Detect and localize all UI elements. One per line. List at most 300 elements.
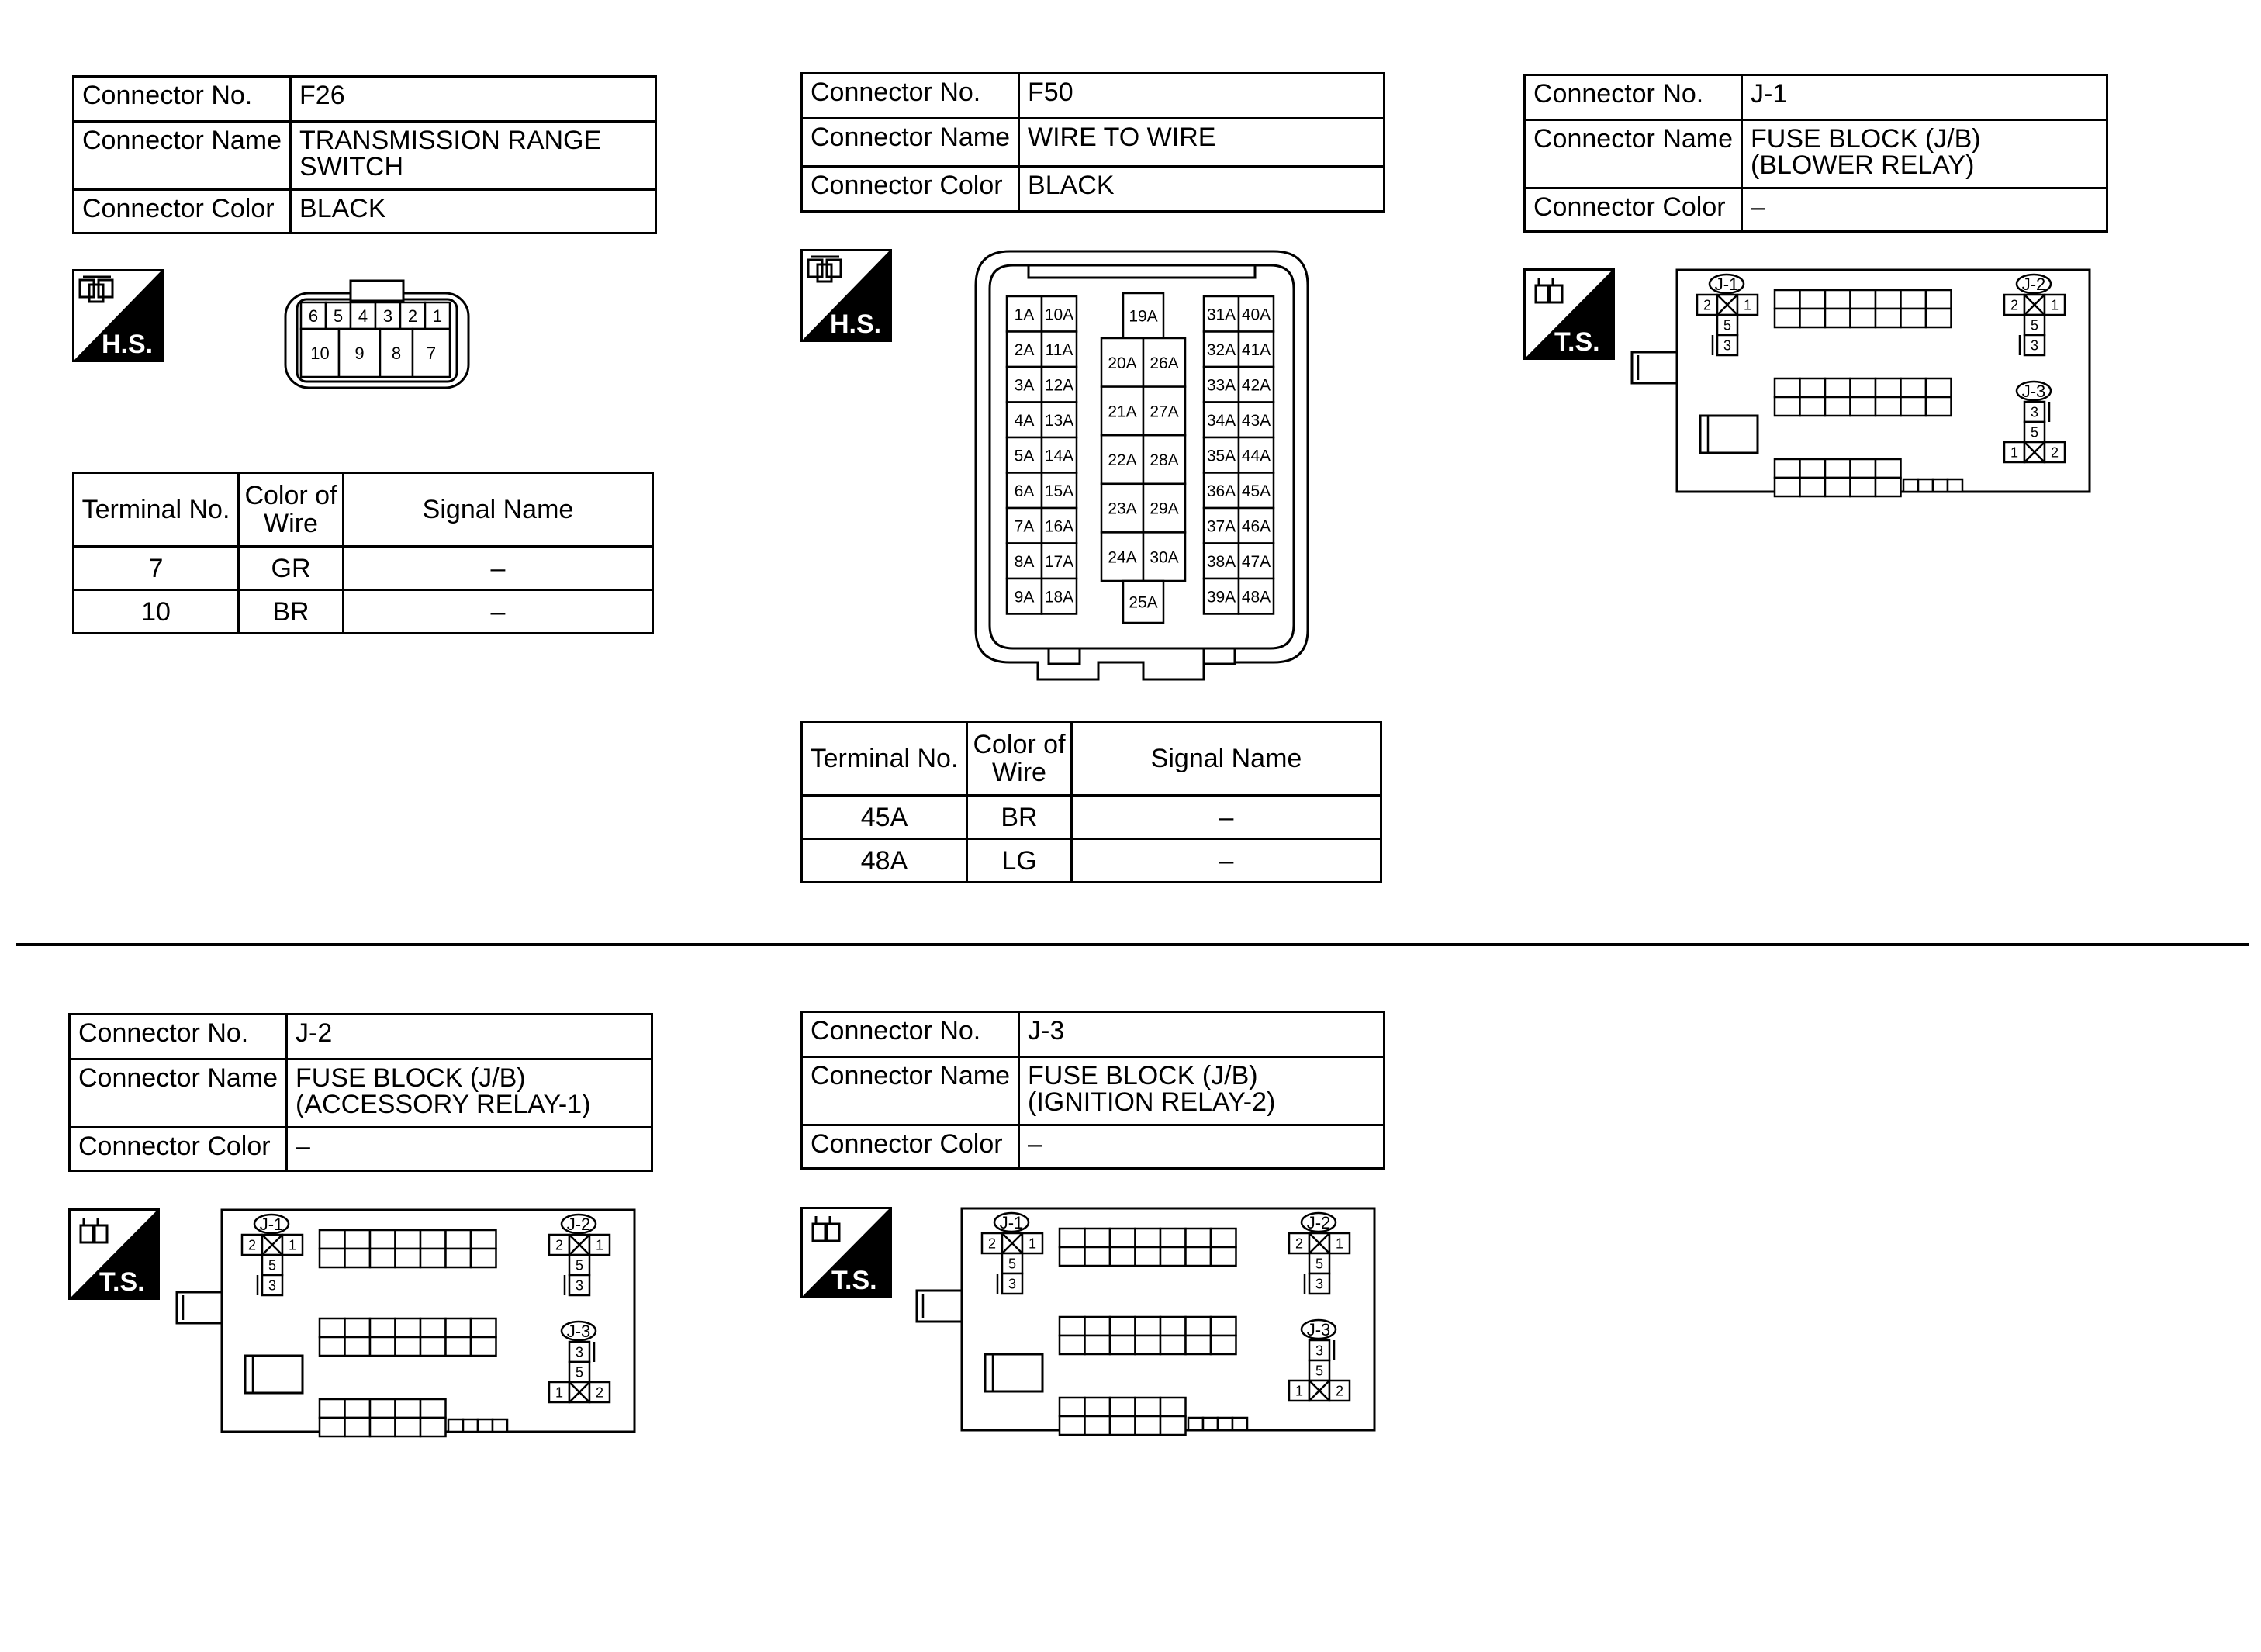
fuse-slot: [1901, 290, 1927, 309]
pin-label: 3: [1723, 337, 1732, 354]
fuse-slot: [1876, 459, 1901, 478]
fuse-slot: [1948, 479, 1962, 492]
pin-label: 5: [2030, 424, 2039, 441]
wire-color-header: Color of Wire: [239, 473, 344, 547]
fuse-slot: [1110, 1398, 1136, 1416]
pin-label: 1: [1743, 297, 1752, 313]
fuse-slot: [1800, 459, 1826, 478]
connector-no-label: Connector No.: [74, 77, 291, 122]
connector-info-j1: [1523, 74, 2108, 233]
signal-name-header: Signal Name: [1072, 722, 1381, 796]
pin-label: 1: [595, 1237, 604, 1253]
connector-color-value: BLACK: [1019, 167, 1385, 212]
fuse-slot: [1136, 1247, 1161, 1266]
fuse-slot: [1800, 290, 1826, 309]
relay-label: J-2: [566, 1215, 591, 1234]
pin-label: 6: [308, 306, 319, 326]
pin-label: 5: [1723, 317, 1732, 334]
pin-label: 8: [391, 343, 402, 363]
connector-name-label: Connector Name: [74, 122, 291, 190]
relay-label: J-3: [566, 1322, 591, 1341]
terminal-table-f50: [800, 721, 1382, 883]
fuse-slot: [1876, 397, 1901, 416]
connector-color-value: BLACK: [291, 190, 656, 233]
fuse-slot: [1825, 290, 1851, 309]
pin-label: 21A: [1108, 403, 1137, 421]
connector-name-label: Connector Name: [802, 119, 1019, 167]
pin-label: 14A: [1044, 447, 1074, 465]
pin-label: 28A: [1150, 451, 1179, 470]
connector-face-f26: [284, 271, 470, 389]
pin-label: 11A: [1045, 340, 1073, 359]
signal-cell: –: [344, 547, 653, 590]
fuse-slot: [1218, 1418, 1232, 1430]
fuse-slot: [1775, 378, 1800, 397]
fuse-slot: [1060, 1398, 1085, 1416]
fuse-slot: [1800, 309, 1826, 327]
fuse-block-diagram-j2: [175, 1208, 638, 1435]
fuse-slot: [1901, 397, 1927, 416]
connector-no-value: J-1: [1742, 75, 2107, 120]
connector-color-value: –: [1742, 188, 2107, 232]
fuse-slot: [1933, 479, 1948, 492]
connector-no-value: J-3: [1019, 1012, 1385, 1057]
connector-name-label: Connector Name: [1525, 120, 1742, 188]
fuse-slot: [1211, 1229, 1236, 1247]
pin-label: 5: [1315, 1363, 1324, 1379]
pin-label: 30A: [1150, 548, 1179, 567]
pin-label: 1: [1335, 1236, 1344, 1252]
relay-label: J-3: [2021, 382, 2046, 401]
fuse-slot: [1876, 378, 1901, 397]
pin-label: 48A: [1241, 588, 1271, 607]
fuse-slot: [1186, 1317, 1212, 1336]
fuse-slot: [1775, 478, 1800, 496]
pin-label: 2: [1703, 297, 1712, 313]
connector-name-value: TRANSMISSION RANGE SWITCH: [291, 122, 656, 190]
pin-label: 6A: [1014, 482, 1035, 500]
connector-name-label: Connector Name: [70, 1059, 287, 1128]
pin-label: 4A: [1014, 411, 1035, 430]
fuse-slot: [1825, 478, 1851, 496]
signal-cell: –: [1072, 796, 1381, 839]
pin-label: 3A: [1014, 376, 1035, 395]
pin-label: 2A: [1014, 340, 1035, 359]
fuse-slot: [1825, 397, 1851, 416]
fuse-slot: [1136, 1416, 1161, 1435]
table-row: [802, 796, 1381, 839]
fuse-slot: [1851, 378, 1876, 397]
pin-label: 2: [1335, 1383, 1344, 1399]
pin-label: 2: [987, 1236, 997, 1252]
pin-label: 13A: [1044, 411, 1074, 430]
connector-color-value: –: [287, 1128, 652, 1171]
fuse-slot: [1211, 1247, 1236, 1266]
connector-no-label: Connector No.: [802, 74, 1019, 119]
pin-label: 3: [382, 306, 393, 326]
fuse-slot: [463, 1419, 478, 1432]
connector-no-label: Connector No.: [1525, 75, 1742, 120]
fuse-slot: [1903, 479, 1918, 492]
wire-color-cell: BR: [967, 796, 1072, 839]
connector-name-value: FUSE BLOCK (J/B) (BLOWER RELAY): [1742, 120, 2107, 188]
harness-side-icon: [800, 249, 892, 342]
pin-label: 3: [575, 1277, 584, 1294]
terminal-cell: 48A: [802, 839, 967, 883]
fuse-slot: [1085, 1247, 1111, 1266]
terminal-no-header: Terminal No.: [74, 473, 239, 547]
pin-label: 37A: [1206, 517, 1236, 536]
pin-label: 2: [595, 1384, 604, 1401]
pin-label: 17A: [1044, 552, 1074, 571]
connector-face-f50: [974, 250, 1309, 684]
fuse-slot: [370, 1399, 396, 1418]
connector-no-value: J-2: [287, 1014, 652, 1059]
connector-color-label: Connector Color: [1525, 188, 1742, 232]
pin-label: 45A: [1241, 482, 1271, 500]
fuse-slot: [471, 1249, 496, 1267]
ts-label: T.S.: [1554, 327, 1600, 357]
pin-label: 3: [1315, 1276, 1324, 1292]
pin-label: 41A: [1241, 340, 1271, 359]
fuse-slot: [370, 1418, 396, 1436]
pin-label: 5: [333, 306, 344, 326]
pin-label: 1: [1295, 1383, 1304, 1399]
pin-label: 38A: [1206, 552, 1236, 571]
fuse-slot: [1085, 1336, 1111, 1354]
pin-label: 5A: [1014, 447, 1035, 465]
fuse-slot: [370, 1230, 396, 1249]
pin-label: 43A: [1241, 411, 1271, 430]
pin-label: 33A: [1206, 376, 1236, 395]
connector-info-f50: [800, 72, 1385, 213]
fuse-slot: [345, 1418, 371, 1436]
fuse-slot: [320, 1399, 345, 1418]
connector-name-value: FUSE BLOCK (J/B) (ACCESSORY RELAY-1): [287, 1059, 652, 1128]
fuse-slot: [1926, 290, 1952, 309]
connector-color-value: –: [1019, 1125, 1385, 1169]
pin-label: 27A: [1150, 403, 1179, 421]
fuse-slot: [396, 1318, 421, 1337]
fuse-slot: [1876, 478, 1901, 496]
fuse-slot: [1060, 1247, 1085, 1266]
relay-label: J-1: [259, 1215, 284, 1234]
pin-label: 24A: [1108, 548, 1137, 567]
fuse-slot: [1232, 1418, 1247, 1430]
table-row: [74, 547, 653, 590]
pin-label: 7A: [1014, 517, 1035, 536]
fuse-slot: [1136, 1229, 1161, 1247]
pin-label: 40A: [1241, 306, 1271, 324]
fuse-slot: [345, 1230, 371, 1249]
fuse-slot: [320, 1337, 345, 1356]
fuse-slot: [345, 1318, 371, 1337]
fuse-slot: [1110, 1317, 1136, 1336]
pin-label: 5: [1008, 1256, 1017, 1272]
pin-label: 8A: [1014, 552, 1035, 571]
fuse-slot: [1186, 1247, 1212, 1266]
pin-label: 18A: [1044, 588, 1074, 607]
pin-label: 3: [2030, 337, 2039, 354]
pin-label: 3: [1008, 1276, 1017, 1292]
pin-label: 22A: [1108, 451, 1137, 470]
connector-no-value: F50: [1019, 74, 1385, 119]
fuse-slot: [1160, 1336, 1186, 1354]
fuse-slot: [478, 1419, 493, 1432]
fuse-slot: [1775, 459, 1800, 478]
pin-label: 20A: [1108, 354, 1137, 372]
pin-label: 5: [1315, 1256, 1324, 1272]
fuse-slot: [1110, 1416, 1136, 1435]
terminal-side-icon: [800, 1207, 892, 1298]
pin-label: 4: [358, 306, 368, 326]
pin-label: 3: [2030, 404, 2039, 420]
table-row: [802, 839, 1381, 883]
connector-no-label: Connector No.: [70, 1014, 287, 1059]
fuse-slot: [320, 1318, 345, 1337]
fuse-slot: [420, 1337, 446, 1356]
fuse-slot: [1901, 378, 1927, 397]
fuse-slot: [1136, 1336, 1161, 1354]
pin-label: 2: [1295, 1236, 1304, 1252]
fuse-slot: [1876, 290, 1901, 309]
fuse-slot: [1775, 397, 1800, 416]
connector-color-label: Connector Color: [802, 167, 1019, 212]
fuse-slot: [1186, 1229, 1212, 1247]
pin-label: 46A: [1241, 517, 1271, 536]
pin-label: 10A: [1044, 306, 1074, 324]
pin-label: 5: [575, 1257, 584, 1274]
hs-label: H.S.: [102, 330, 154, 359]
fuse-slot: [448, 1419, 463, 1432]
fuse-slot: [1775, 309, 1800, 327]
signal-cell: –: [344, 590, 653, 634]
fuse-slot: [1160, 1247, 1186, 1266]
wire-color-cell: GR: [239, 547, 344, 590]
pin-label: 32A: [1206, 340, 1236, 359]
fuse-slot: [396, 1337, 421, 1356]
pin-label: 23A: [1108, 499, 1137, 518]
connector-name-label: Connector Name: [802, 1057, 1019, 1125]
fuse-slot: [396, 1230, 421, 1249]
fuse-slot: [345, 1249, 371, 1267]
fuse-slot: [1110, 1336, 1136, 1354]
connector-info-j2: [68, 1013, 653, 1172]
relay-label: J-1: [999, 1213, 1024, 1232]
pin-label: 47A: [1241, 552, 1271, 571]
fuse-slot: [370, 1337, 396, 1356]
fuse-slot: [396, 1249, 421, 1267]
fuse-slot: [1926, 397, 1952, 416]
fuse-slot: [420, 1318, 446, 1337]
fuse-slot: [1085, 1416, 1111, 1435]
pin-label: 1: [2010, 444, 2019, 461]
fuse-slot: [446, 1230, 472, 1249]
fuse-slot: [1926, 309, 1952, 327]
fuse-slot: [1060, 1416, 1085, 1435]
fuse-slot: [493, 1419, 507, 1432]
fuse-slot: [1110, 1247, 1136, 1266]
fuse-block-diagram-j3: [915, 1207, 1378, 1433]
table-row: [74, 590, 653, 634]
fuse-slot: [1060, 1229, 1085, 1247]
fuse-slot: [1800, 478, 1826, 496]
fuse-slot: [1085, 1229, 1111, 1247]
fuse-slot: [370, 1318, 396, 1337]
pin-label: 44A: [1241, 447, 1271, 465]
pin-label: 2: [2050, 444, 2059, 461]
fuse-slot: [1211, 1336, 1236, 1354]
pin-label: 1: [555, 1384, 564, 1401]
pin-label: 15A: [1044, 482, 1074, 500]
fuse-slot: [1085, 1317, 1111, 1336]
ts-label: T.S.: [99, 1267, 145, 1297]
fuse-slot: [345, 1399, 371, 1418]
terminal-table-f26: [72, 472, 654, 634]
pin-label: 5: [575, 1364, 584, 1381]
fuse-slot: [1800, 397, 1826, 416]
terminal-cell: 7: [74, 547, 239, 590]
pin-label: 35A: [1206, 447, 1236, 465]
section-divider: [16, 943, 2249, 946]
fuse-slot: [1110, 1229, 1136, 1247]
fuse-slot: [1851, 478, 1876, 496]
connector-info-f26: [72, 75, 657, 234]
pin-label: 1A: [1014, 306, 1035, 324]
pin-label: 25A: [1129, 593, 1158, 612]
pin-label: 39A: [1206, 588, 1236, 607]
wire-color-cell: LG: [967, 839, 1072, 883]
pin-label: 36A: [1206, 482, 1236, 500]
signal-cell: –: [1072, 839, 1381, 883]
relay-label: J-1: [1714, 275, 1739, 294]
fuse-slot: [1136, 1317, 1161, 1336]
fuse-slot: [1775, 290, 1800, 309]
relay-label: J-3: [1306, 1320, 1331, 1339]
pin-label: 9: [354, 343, 365, 363]
fuse-slot: [446, 1249, 472, 1267]
fuse-slot: [1060, 1317, 1085, 1336]
connector-info-j3: [800, 1011, 1385, 1170]
fuse-slot: [1825, 309, 1851, 327]
pin-label: 1: [2050, 297, 2059, 313]
pin-label: 1: [288, 1237, 297, 1253]
pin-label: 19A: [1129, 307, 1158, 326]
fuse-slot: [471, 1337, 496, 1356]
terminal-side-icon: [1523, 268, 1615, 360]
connector-no-value: F26: [291, 77, 656, 122]
pin-label: 7: [426, 343, 437, 363]
fuse-slot: [320, 1230, 345, 1249]
connector-color-label: Connector Color: [70, 1128, 287, 1171]
pin-label: 2: [407, 306, 418, 326]
pin-label: 16A: [1044, 517, 1074, 536]
wire-color-cell: BR: [239, 590, 344, 634]
fuse-slot: [446, 1318, 472, 1337]
fuse-slot: [1188, 1418, 1203, 1430]
relay-label: J-2: [1306, 1213, 1331, 1232]
fuse-slot: [1160, 1229, 1186, 1247]
fuse-slot: [1186, 1336, 1212, 1354]
hs-label: H.S.: [830, 309, 882, 339]
fuse-slot: [1825, 459, 1851, 478]
ts-label: T.S.: [831, 1266, 877, 1295]
pin-label: 2: [555, 1237, 564, 1253]
fuse-slot: [420, 1249, 446, 1267]
harness-side-icon: [72, 269, 164, 362]
pin-label: 12A: [1044, 376, 1074, 395]
fuse-slot: [1203, 1418, 1218, 1430]
terminal-side-icon: [68, 1208, 160, 1300]
pin-label: 3: [575, 1344, 584, 1360]
terminal-no-header: Terminal No.: [802, 722, 967, 796]
pin-label: 29A: [1150, 499, 1179, 518]
fuse-slot: [370, 1249, 396, 1267]
fuse-slot: [1918, 479, 1933, 492]
pin-label: 2: [2010, 297, 2019, 313]
pin-label: 31A: [1206, 306, 1236, 324]
fuse-slot: [1825, 378, 1851, 397]
fuse-slot: [471, 1318, 496, 1337]
fuse-slot: [1901, 309, 1927, 327]
fuse-slot: [1060, 1336, 1085, 1354]
fuse-slot: [320, 1249, 345, 1267]
fuse-slot: [345, 1337, 371, 1356]
fuse-slot: [1136, 1398, 1161, 1416]
pin-label: 5: [2030, 317, 2039, 334]
connector-color-label: Connector Color: [74, 190, 291, 233]
fuse-block-diagram-j1: [1630, 268, 2093, 495]
fuse-slot: [420, 1399, 446, 1418]
pin-label: 10: [310, 343, 330, 363]
fuse-slot: [1211, 1317, 1236, 1336]
fuse-slot: [446, 1337, 472, 1356]
relay-label: J-2: [2021, 275, 2046, 294]
fuse-slot: [1851, 309, 1876, 327]
fuse-slot: [1851, 459, 1876, 478]
fuse-slot: [420, 1230, 446, 1249]
fuse-slot: [1800, 378, 1826, 397]
pin-label: 34A: [1206, 411, 1236, 430]
pin-label: 5: [268, 1257, 277, 1274]
fuse-slot: [471, 1230, 496, 1249]
fuse-slot: [396, 1418, 421, 1436]
fuse-slot: [1851, 290, 1876, 309]
connector-no-label: Connector No.: [802, 1012, 1019, 1057]
fuse-slot: [420, 1418, 446, 1436]
wire-color-header: Color of Wire: [967, 722, 1072, 796]
pin-label: 9A: [1014, 588, 1035, 607]
fuse-slot: [1851, 397, 1876, 416]
fuse-slot: [1160, 1398, 1186, 1416]
fuse-slot: [320, 1418, 345, 1436]
fuse-slot: [1160, 1416, 1186, 1435]
pin-label: 1: [432, 306, 443, 326]
signal-name-header: Signal Name: [344, 473, 653, 547]
pin-label: 42A: [1241, 376, 1271, 395]
terminal-cell: 10: [74, 590, 239, 634]
fuse-slot: [396, 1399, 421, 1418]
connector-name-value: FUSE BLOCK (J/B) (IGNITION RELAY-2): [1019, 1057, 1385, 1125]
pin-label: 1: [1028, 1236, 1037, 1252]
pin-label: 3: [1315, 1343, 1324, 1359]
terminal-cell: 45A: [802, 796, 967, 839]
fuse-slot: [1160, 1317, 1186, 1336]
fuse-slot: [1876, 309, 1901, 327]
fuse-slot: [1926, 378, 1952, 397]
connector-name-value: WIRE TO WIRE: [1019, 119, 1385, 167]
pin-label: 26A: [1150, 354, 1179, 372]
